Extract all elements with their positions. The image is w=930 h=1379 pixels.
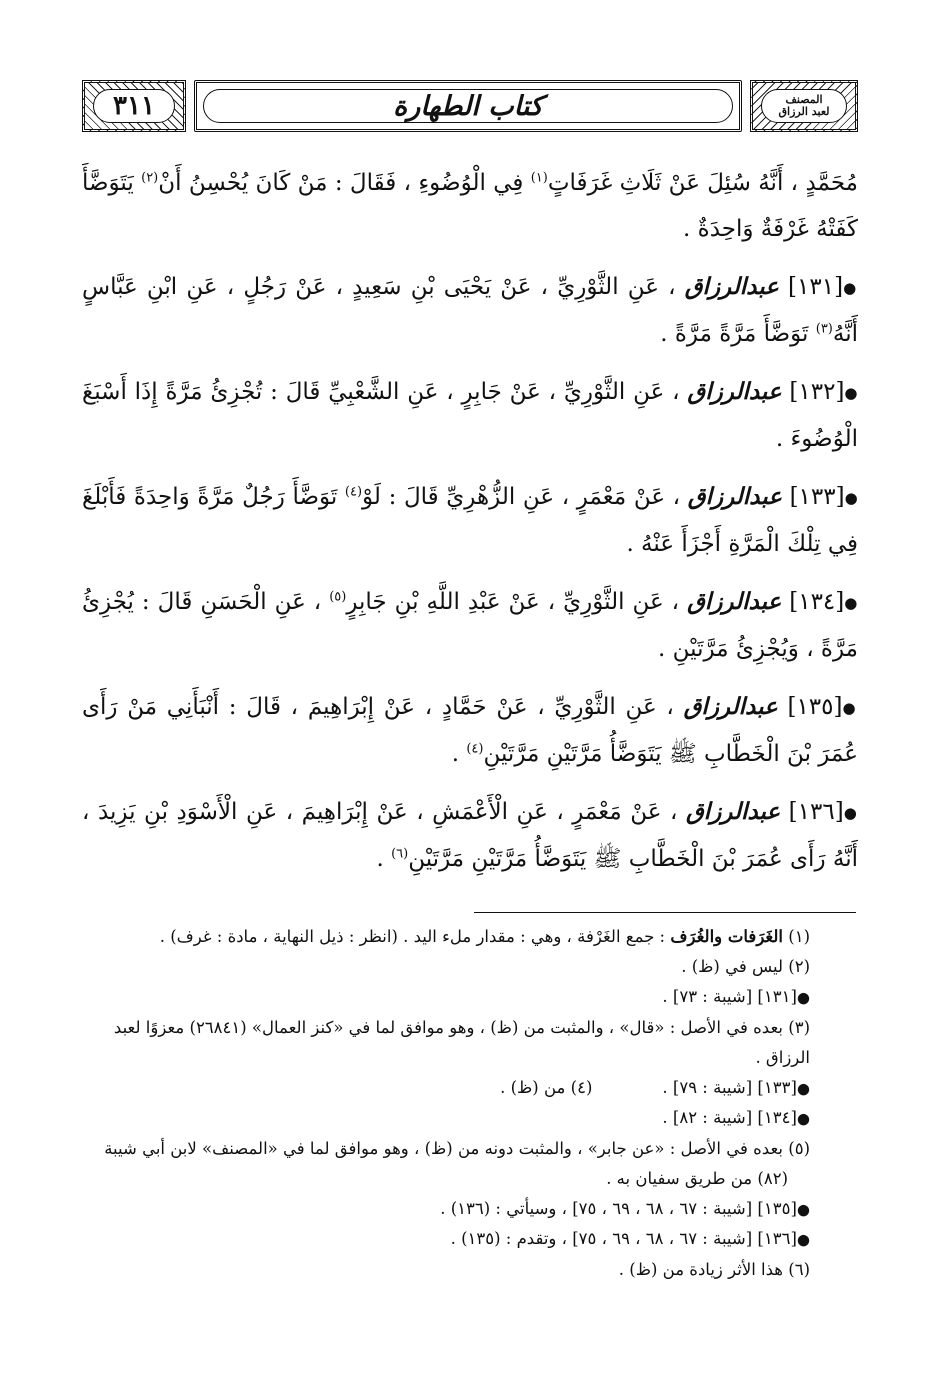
hadith-136: ●[١٣٦] عبدالرزاق ، عَنْ مَعْمَرٍ ، عَنِ الْأَعْمَشِ ، عَنْ إِبْرَاهِيمَ ، عَنِ الْأَسْوَدِ بْنِ يَزِيدَ ، أَنَّهُ رَأَى عُمَرَ بْنَ الْخَطَّابِ ﷺ يَتَوَضَّأُ مَرَّتَيْنِ مَرَّتَيْنِ$^{(٦)}$ . <box>82 798 859 872</box>
author-name: عبدالرزاق <box>687 483 782 510</box>
hadith-number: [١٣٢] <box>789 379 845 405</box>
footnote-6: (٦) هذا الأثر زيادة من (ظ) . <box>618 1259 810 1279</box>
title-frame <box>194 80 742 132</box>
page-title: كتاب الطهارة <box>393 90 543 122</box>
hadith-135: ●[١٣٥] عبدالرزاق ، عَنِ الثَّوْرِيِّ ، عَنْ حَمَّادٍ ، عَنْ إِبْرَاهِيمَ ، قَالَ : أَنْبَأَنِي مَنْ رَأَى عُمَرَ بْنَ الْخَطَّابِ ﷺ يَتَوَضَّأُ مَرَّتَيْنِ مَرَّتَيْنِ$^{(٤)}$ . <box>82 693 858 767</box>
hadith-133: ●[١٣٣] عبدالرزاق ، عَنْ مَعْمَرٍ ، عَنِ الزُّهْرِيِّ قَالَ : لَوْ$^{(٤)}$ تَوَضَّأَ رَجُلٌ مَرَّةً وَاحِدَةً فَأَبْلَغَ فِي تِلْكَ الْمَرَّةِ أَجْزَأَ عَنْهُ . <box>82 483 859 557</box>
footnote-ref: (٤) <box>466 741 484 757</box>
footnote-5-continued: (٨٢) من طريق سفيان به . <box>606 1168 788 1188</box>
bullet-icon: ● <box>796 1079 810 1097</box>
hadith-number: [١٣١] <box>788 274 844 300</box>
bullet-icon: ● <box>843 804 859 822</box>
page-number: ٣١١ <box>113 91 155 121</box>
hadith-134: ●[١٣٤] عبدالرزاق ، عَنِ الثَّوْرِيِّ ، عَنْ عَبْدِ اللَّهِ بْنِ جَابِرٍ$^{(٥)}$ ، عَنِ الْحَسَنِ قَالَ : يُجْزِئُ مَرَّةً ، وَيُجْزِئُ مَرَّتَيْنِ . <box>82 588 859 662</box>
book-logo-frame <box>750 80 858 132</box>
bullet-icon: ● <box>844 489 859 507</box>
footnotes <box>82 922 858 1285</box>
bullet-icon: ● <box>844 594 859 612</box>
source-note-135: ●[١٣٥] [شيبة : ٦٧ ، ٦٨ ، ٦٩ ، ٧٥] ، وسيأتي : (١٣٦) . <box>440 1198 810 1218</box>
footnote-1: (١) الغَرَفات والغُرَف : جمع الغَرْفة ، وهي : مقدار ملء اليد . (انظر : ذيل النهاية ، مادة : غرف) . <box>159 927 810 946</box>
bullet-icon: ● <box>842 699 858 717</box>
author-name: عبدالرزاق <box>687 588 782 615</box>
hadith-number: [١٣٦] <box>788 799 844 825</box>
book-logo: المصنف لعبد الرزاق <box>778 93 830 118</box>
source-note-131: ●[١٣١] [شيبة : ٧٣] . <box>662 987 810 1007</box>
hadith-number: [١٣٣] <box>789 484 845 510</box>
source-note-134: ●[١٣٤] [شيبة : ٨٢] . <box>662 1108 810 1128</box>
bullet-icon: ● <box>844 384 859 402</box>
bullet-icon: ● <box>796 1200 810 1218</box>
footnote-ref: (٦) <box>391 846 409 862</box>
footnote-ref: (١) <box>530 170 548 186</box>
author-name: عبدالرزاق <box>685 798 781 825</box>
footnote-4: (٤) من (ظ) . <box>500 1077 593 1097</box>
source-note-136: ●[١٣٦] [شيبة : ٦٧ ، ٦٨ ، ٦٩ ، ٧٥] ، وتقدم : (١٣٥) . <box>450 1229 810 1249</box>
footnote-2: (٢) ليس في (ظ) . <box>681 957 810 976</box>
author-name: عبدالرزاق <box>687 378 782 405</box>
source-note-133-row <box>82 1073 858 1104</box>
footnote-3: (٣) بعده في الأصل : «قال» ، والمثبت من (ظ) ، وهو موافق لما في «كنز العمال» (٢٦٨٤١) معزوًا لعبد الرزاق . <box>113 1017 810 1067</box>
footnote-ref: (٣) <box>815 321 833 337</box>
author-name: عبدالرزاق <box>684 273 779 300</box>
bullet-icon: ● <box>843 279 858 297</box>
footnote-ref: (٥) <box>329 589 347 605</box>
hadith-131: ●[١٣١] عبدالرزاق ، عَنِ الثَّوْرِيِّ ، عَنْ يَحْيَى بْنِ سَعِيدٍ ، عَنْ رَجُلٍ ، عَنِ ابْنِ عَبَّاسٍ أَنَّهُ$^{(٣)}$ تَوَضَّأَ مَرَّةً مَرَّةً . <box>82 273 858 347</box>
bullet-icon: ● <box>796 1230 810 1249</box>
page-header <box>82 80 858 136</box>
footnote-ref: (٢) <box>141 170 159 186</box>
author-name: عبدالرزاق <box>683 693 778 720</box>
hadith-number: [١٣٥] <box>787 694 843 720</box>
bullet-icon: ● <box>796 988 810 1007</box>
source-note-133: ●[١٣٣] [شيبة : ٧٩] . <box>662 1077 810 1097</box>
page-number-frame <box>82 80 186 132</box>
main-text <box>82 160 858 894</box>
footnote-divider <box>474 912 856 913</box>
continuation-paragraph: مُحَمَّدٍ ، أَنَّهُ سُئِلَ عَنْ ثَلَاثِ غَرَفَاتٍ$^{(١)}$ فِي الْوُضُوءِ ، فَقَالَ : مَنْ كَانَ يُحْسِنُ أَنْ$^{(٢)}$ يَتَوَضَّأَ كَفَتْهُ غَرْفَةٌ وَاحِدَةٌ . <box>82 170 858 242</box>
footnote-ref: (٤) <box>344 484 363 500</box>
footnote-5: (٥) بعده في الأصل : «عن جابر» ، والمثبت دونه من (ظ) ، وهو موافق لما في «المصنف» لابن أبي شيبة <box>104 1138 810 1158</box>
bullet-icon: ● <box>796 1109 810 1128</box>
hadith-132: ●[١٣٢] عبدالرزاق ، عَنِ الثَّوْرِيِّ ، عَنْ جَابِرٍ ، عَنِ الشَّعْبِيِّ قَالَ : تُجْزِئُ مَرَّةً إِذَا أَسْبَغَ الْوُضُوءَ . <box>82 378 859 452</box>
hadith-number: [١٣٤] <box>789 589 845 615</box>
